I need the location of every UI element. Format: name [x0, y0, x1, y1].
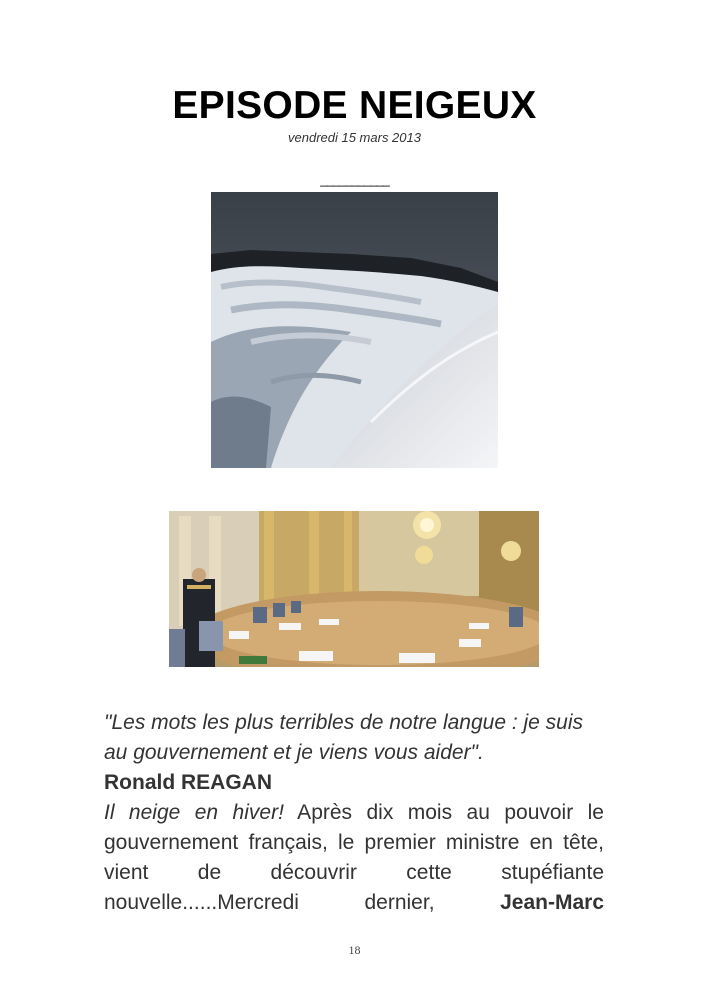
article-paragraph [104, 798, 604, 918]
snow-covered-cars-photo [211, 192, 498, 468]
paragraph-text: Après dix mois au pouvoir le gouvernement français, le premier ministre en tête, vient de découvrir cette stupéfiante nouvelle......Mercredi dernier, [104, 801, 604, 914]
person-name: Jean-Marc [500, 891, 604, 914]
page-title: EPISODE NEIGEUX [172, 84, 537, 127]
council-of-ministers-room-photo [169, 511, 539, 667]
article-text [104, 708, 604, 918]
publication-date: vendredi 15 mars 2013 [288, 130, 421, 145]
quote-author: Ronald REAGAN [104, 771, 272, 794]
page-number: 18 [348, 943, 361, 957]
paragraph-lead: Il neige en hiver! [104, 801, 284, 824]
separator-line: ___________ [320, 172, 389, 187]
reagan-quote: "Les mots les plus terribles de notre langue : je suis au gouvernement et je viens vous aider". [104, 711, 584, 764]
